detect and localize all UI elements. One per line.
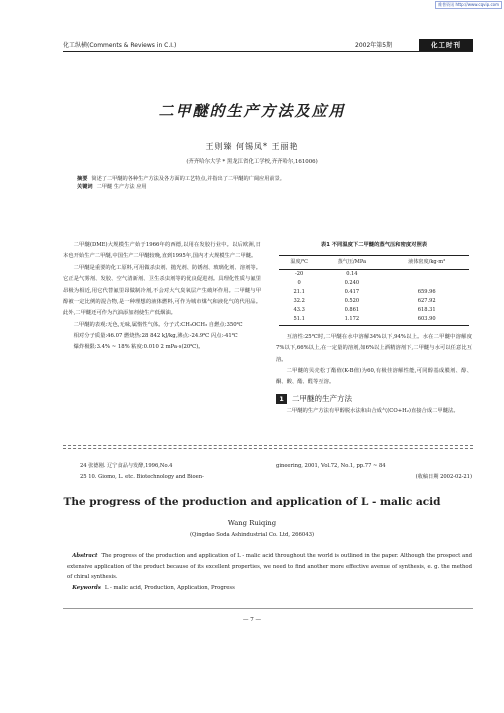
english-keywords-text: L - malic acid, Production, Application, Progress [104, 584, 235, 591]
table-cell: 43.3 [293, 307, 305, 314]
table-cell: 0.417 [344, 289, 360, 296]
table-cell: 0.520 [344, 298, 360, 305]
english-abstract-label: Abstract [72, 553, 98, 559]
section-number: 1 [276, 394, 287, 404]
watermark: 维普资讯 http://www.cqvip.com [435, 1, 502, 9]
authors: 王则臻 何锡凤* 王丽艳 [205, 142, 299, 151]
abstract-label: 摘要 [77, 176, 88, 182]
received-date: (收稿日期 2002-02-21) [415, 473, 472, 480]
table-cell: 603.90 [384, 316, 469, 326]
table-cell: 0.240 [344, 279, 360, 286]
table-row [279, 270, 469, 280]
page-number: — 7 — [242, 617, 262, 623]
table-header: 液体密度/kg·m³ [384, 256, 469, 270]
journal-name: 化工纵横(Comments & Reviews in C.I.) [63, 42, 177, 49]
references-left [80, 461, 260, 483]
paragraph: 二甲醚的表观:无色,无味,属惰性气体。分子式:CH₃OCH₃ 自燃点:350℃ [73, 321, 243, 328]
table-cell: 0.861 [344, 307, 360, 314]
column-badge: 化工时刊 [419, 39, 473, 51]
table-header: 蒸气压/MPa [319, 256, 384, 270]
english-author: Wang Ruiqing [227, 519, 277, 527]
article-title: 二甲醚的生产方法及应用 [158, 102, 346, 120]
table-cell [384, 279, 469, 288]
paragraph: 爆炸极限:3.4% ~ 18% 粘度:0.010 2 mPa·s(20℃)。 [73, 344, 204, 351]
table-header: 温度/℃ [279, 256, 319, 270]
table-header-row [279, 256, 469, 270]
table-cell: 0.14 [346, 270, 358, 277]
paragraph: 二甲醚(DME)大规模生产始于1966年的西德,以用在发胶行业中。以后欧洲,日本也开始生产二甲醚,中国生产二甲醚较晚,直到1995年,国内才大规模生产二甲醚。 [63, 242, 261, 260]
table-cell: 1.172 [319, 316, 384, 326]
paragraph: 相对分子质量:46.07 燃烧热:28 842 kJ/kg,沸点:-24.9℃ 闪点:-41℃ [73, 333, 238, 339]
table-row [279, 279, 469, 288]
table-cell: 21.1 [293, 289, 305, 296]
affiliation: (齐齐哈尔大学 * 黑龙江省化工学校,齐齐哈尔,161006) [186, 159, 318, 165]
table-cell: 627.92 [417, 298, 436, 305]
left-column [63, 240, 261, 354]
english-keywords [67, 583, 472, 594]
english-affiliation: (Qingdao Soda Ashindustrial Co. Ltd, 266043) [189, 532, 315, 538]
paragraph: 二甲醚的贝壳松丁酯值(K-B值)为60,有极佳溶解性能,可同醇基成膜剂、醇、酮、酸、酯、醛等互溶。 [276, 367, 472, 386]
section-title: 二甲醚的生产方法 [292, 393, 352, 403]
reference-item: gineering, 2001, Vol.72, No.1, pp.77 ~ 84 [276, 463, 386, 469]
keywords-label: 关键词 [77, 184, 93, 191]
paragraph: 二甲醚的生产方法有甲醇脱水法和由合成气(CO+H₂)直接合成二甲醚法。 [286, 408, 459, 415]
table-cell: -20 [295, 270, 304, 277]
abstract [77, 175, 472, 183]
table-cell: 51.1 [279, 316, 319, 326]
issue-label: 2002年第5期 [355, 42, 393, 49]
table-title: 表1 不同温度下二甲醚的蒸气压和密度对照表 [320, 242, 428, 248]
right-column [276, 240, 472, 418]
keywords [77, 183, 472, 191]
keywords-text: 二甲醚 生产方法 应用 [96, 184, 147, 191]
table-cell: 32.2 [293, 298, 305, 305]
running-head [63, 40, 473, 52]
table-cell [384, 270, 469, 280]
references-right [276, 461, 472, 483]
section-heading [276, 394, 472, 405]
footer-rule [63, 608, 473, 609]
english-abstract-block [67, 551, 472, 593]
table-cell: 618.31 [417, 307, 436, 314]
table-row [279, 307, 469, 316]
english-keywords-label: Keywords [72, 584, 101, 591]
abstract-block [77, 175, 472, 191]
english-abstract-text: The progress of the production and application of L - malic acid throughout the world is outlined in the paper. Although the prospect and extensive application of the product because of its excellent properties, we need to find another more effective avenue of synthesis, e. g. the method of chiral synthesis. [67, 553, 472, 581]
english-abstract [67, 551, 472, 583]
table-row [279, 288, 469, 297]
paragraph: 互溶性:25℃时,二甲醚在水中溶解34%以下,94%以上。水在二甲醚中溶解度7%以下,66%以上,在一定量的溶剂,如6%以上酒精溶剂下,二甲醚与水可以任意比互溶。 [276, 333, 472, 363]
divider [63, 445, 473, 449]
reference-item: 25 10. Giomo, L. etc. Biotechnology and Bioen- [80, 473, 204, 480]
table-row [279, 298, 469, 307]
table-row [279, 316, 469, 326]
property-table [279, 255, 469, 325]
table-cell: 659.96 [417, 289, 436, 296]
table-cell: 0 [297, 279, 301, 286]
english-title: The progress of the production and application of L - malic acid [63, 496, 441, 508]
reference-item: 24 张德刚. 辽宁食品与发酵,1996,No.4 [80, 463, 173, 469]
paragraph: 二甲醚是重要的化工原料,可用做杀虫剂、抛光剂、防锈剂、玻璃化剂、溶剂等。它正是气雾剂、发胶、空气清新剂、卫生杀虫剂等的优良促进剂。具理化性质与氟里昂极为相近,用它代替氟里昂做制冷剂,不会对大气臭氧层产生破坏作用。二甲醚与甲醇被一定比例的混合物,是一种理想的液体燃料,可作为城市煤气和液化气的代用品。此外,二甲醚还可作为汽油添加剂使生产低烟油。 [63, 264, 261, 317]
abstract-text: 简述了二甲醚的各种生产方法及各方面的工艺特点,并指出了二甲醚的广阔应用前景。 [91, 176, 285, 182]
